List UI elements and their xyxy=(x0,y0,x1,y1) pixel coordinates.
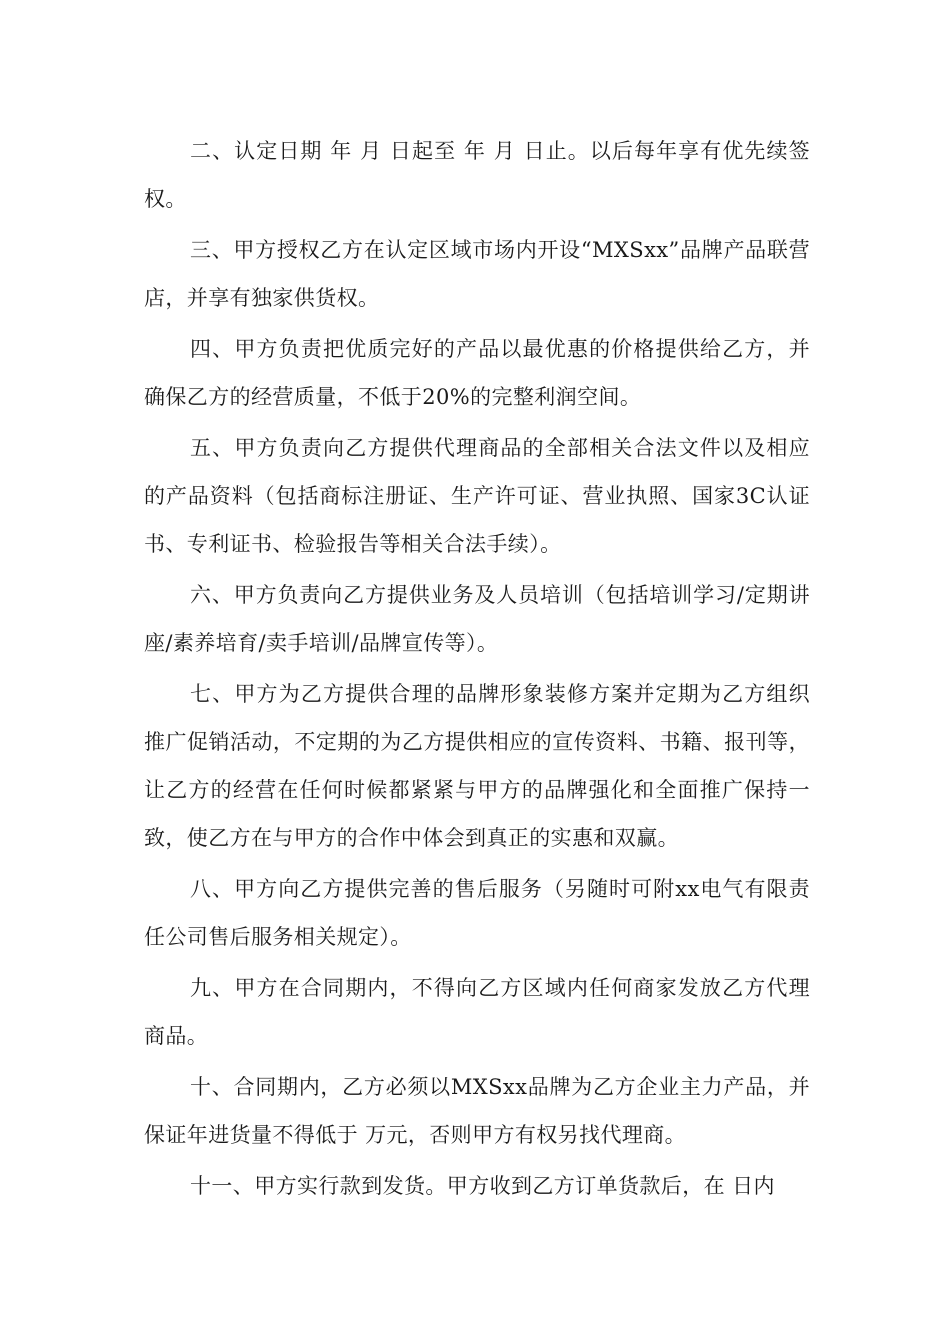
document-body xyxy=(144,127,810,1213)
clause-8-paragraph: 八、甲方向乙方提供完善的售后服务（另随时可附xx电气有限责任公司售后服务相关规定）。 xyxy=(144,877,810,949)
clause-3-paragraph: 三、甲方授权乙方在认定区域市场内开设“MXSxx”品牌产品联营店，并享有独家供货权。 xyxy=(144,238,810,310)
clause-10-paragraph: 十、合同期内，乙方必须以MXSxx品牌为乙方企业主力产品，并保证年进货量不得低于 万元，否则甲方有权另找代理商。 xyxy=(144,1075,810,1147)
clause-4-paragraph: 四、甲方负责把优质完好的产品以最优惠的价格提供给乙方，并确保乙方的经营质量，不低于20%的完整利润空间。 xyxy=(144,337,810,409)
clause-9-paragraph: 九、甲方在合同期内，不得向乙方区域内任何商家发放乙方代理商品。 xyxy=(144,976,810,1048)
clause-2-paragraph: 二、认定日期 年 月 日起至 年 月 日止。以后每年享有优先续签权。 xyxy=(144,139,810,211)
clause-5-paragraph: 五、甲方负责向乙方提供代理商品的全部相关合法文件以及相应的产品资料（包括商标注册证、生产许可证、营业执照、国家3C认证书、专利证书、检验报告等相关合法手续）。 xyxy=(144,436,810,556)
clause-6-paragraph: 六、甲方负责向乙方提供业务及人员培训（包括培训学习/定期讲座/素养培育/卖手培训/品牌宣传等）。 xyxy=(144,583,810,655)
clause-7-paragraph: 七、甲方为乙方提供合理的品牌形象装修方案并定期为乙方组织推广促销活动，不定期的为乙方提供相应的宣传资料、书籍、报刊等，让乙方的经营在任何时候都紧紧与甲方的品牌强化和全面推广保持一致，使乙方在与甲方的合作中体会到真正的实惠和双赢。 xyxy=(144,682,810,850)
clause-11-paragraph: 十一、甲方实行款到发货。甲方收到乙方订单货款后，在 日内 xyxy=(190,1174,775,1198)
